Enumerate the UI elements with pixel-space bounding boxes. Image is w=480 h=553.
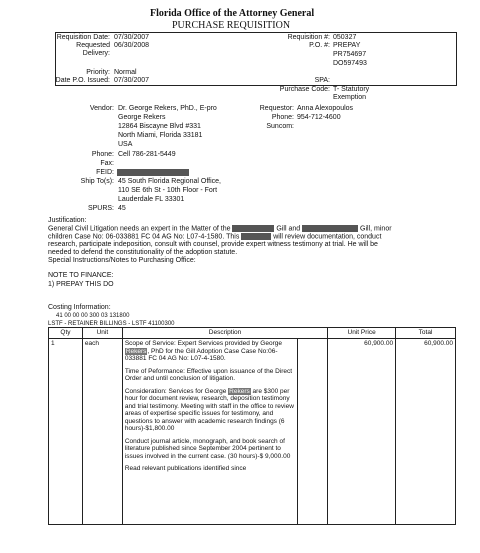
desc-scope-a: Scope of Service: Expert Services provided by George xyxy=(124,340,282,347)
costing-codes: 41 00 00 00 300 03 131800 xyxy=(56,313,130,319)
justification-line-1c: Gill, minor xyxy=(360,225,392,233)
row-spacer xyxy=(298,339,328,525)
ship-to-line-1: 110 SE 6th St - 10th Floor - Fort xyxy=(118,187,218,194)
vendor-label: Vendor: xyxy=(89,105,114,112)
spa-label: SPA: xyxy=(314,77,330,84)
costing-label: Costing Information: xyxy=(48,304,111,311)
po-issued-label: Date P.O. Issued: xyxy=(55,77,110,84)
vendor-line-2: 12864 Biscayne Blvd #331 xyxy=(118,123,201,130)
ref2: DO597493 xyxy=(333,60,367,67)
row-unit-price: 60,900.00 xyxy=(328,339,396,525)
requisition-date-value: 07/30/2007 xyxy=(114,34,150,41)
vendor-fax-label: Fax: xyxy=(100,160,114,167)
requested-label: Requested xyxy=(76,42,110,49)
po-issued-value: 07/30/2007 xyxy=(114,77,150,84)
justification-line-2a: children Case No: 06-033881 FC 04 AG No: L07-4-1580. This xyxy=(48,233,240,241)
purchase-code-value: T- Statutory xyxy=(333,86,370,93)
spurs-value: 45 xyxy=(118,205,126,212)
priority-label: Priority: xyxy=(86,69,110,76)
name-redaction-3 xyxy=(241,233,271,240)
name-redaction-2 xyxy=(302,225,358,232)
vendor-line-4: USA xyxy=(118,141,133,148)
desc-scope xyxy=(125,340,296,363)
suncom-label: Suncom: xyxy=(266,123,294,130)
desc-conduct: Conduct journal article, monograph, and book search of literature published since September 2004 pertinent to issues involved in the current case. (30 hours)-$ 9,000.00 xyxy=(124,437,291,460)
requestor-phone-label: Phone: xyxy=(271,114,294,121)
desc-read: Read relevant publications identified since xyxy=(124,465,247,472)
vendor-phone: Cell 786-281-5449 xyxy=(118,151,176,158)
requisition-no-value: 050327 xyxy=(333,34,357,41)
purchase-code-value2: Exemption xyxy=(333,94,367,101)
vendor-phone-label: Phone: xyxy=(91,151,114,158)
justification-line-2b: will review documentation, conduct xyxy=(273,233,382,241)
desc-consideration xyxy=(125,388,296,433)
table-header-row xyxy=(49,328,456,339)
ship-to-line-0: 45 South Florida Regional Office, xyxy=(118,178,221,185)
requestor-label: Requestor: xyxy=(259,105,294,112)
name-redaction-1 xyxy=(232,225,274,232)
row-unit: each xyxy=(82,339,122,525)
justification-line-4: needed to defend the constitutionality of the adoption statute. xyxy=(48,249,238,256)
requestor-value: Anna Alexopoulos xyxy=(297,105,354,112)
po-no-value: PREPAY xyxy=(333,42,361,49)
note-label: NOTE TO FINANCE: xyxy=(48,272,114,279)
note-text: 1) PREPAY THIS DO xyxy=(48,281,114,288)
vendor-line-1: George Rekers xyxy=(118,114,166,121)
requisition-no-label: Requisition #: xyxy=(287,34,330,41)
items-table xyxy=(48,327,456,525)
vendor-feid-label: FEID: xyxy=(96,169,114,176)
col-description: Description xyxy=(122,328,327,339)
requestor-phone: 954-712-4600 xyxy=(297,114,341,121)
desc-scope-name: Rekers xyxy=(125,347,147,355)
po-no-label: P.O. #: xyxy=(309,42,330,49)
desc-scope-b: , PhD for the Gill Adoption Case Case No:06-033881 FC 04 AG No: L07-4-1580. xyxy=(124,347,278,362)
delivery-label: Delivery: xyxy=(82,50,110,57)
requisition-date-label: Requisition Date: xyxy=(56,34,110,41)
vendor-line-3: North Miami, Florida 33181 xyxy=(118,132,203,139)
requested-value: 06/30/2008 xyxy=(114,42,150,49)
row-total: 60,900.00 xyxy=(396,339,456,525)
priority-value: Normal xyxy=(114,69,137,76)
feid-redaction xyxy=(117,169,189,176)
col-qty: Qty xyxy=(49,328,83,339)
desc-consider-b: are $300 per hour for document review, research, deposition testimony and trial testimony. Meeting with staff in the office to review areas of expertise specific issues for testimony, and questions to answer with academic research findings (6 hours)-$1,800.00 xyxy=(124,387,294,432)
vendor-line-0: Dr. George Rekers, PhD., E-pro xyxy=(118,105,217,112)
costing-lstf: LSTF - RETAINER BILLINGS - LSTF 41100300 xyxy=(48,321,175,327)
ship-to-line-2: Lauderdale FL 33301 xyxy=(118,196,185,203)
col-unit-price: Unit Price xyxy=(328,328,396,339)
table-row xyxy=(49,339,456,525)
spurs-label: SPURS: xyxy=(87,205,114,212)
justification-line-1a: General Civil Litigation needs an expert in the Matter of the xyxy=(48,225,231,233)
col-unit: Unit xyxy=(82,328,122,339)
purchase-code-label: Purchase Code: xyxy=(279,86,330,93)
ship-to-label: Ship To(s): xyxy=(80,178,114,185)
ref1: PR754697 xyxy=(333,51,367,58)
row-description xyxy=(122,339,298,525)
form-title: PURCHASE REQUISITION xyxy=(172,20,291,31)
special-instructions: Special Instructions/Notes to Purchasing Office: xyxy=(48,257,196,264)
agency-title: Florida Office of the Attorney General xyxy=(150,8,315,19)
desc-consider-name: Rekers xyxy=(229,387,250,395)
justification-label: Justification: xyxy=(48,217,87,224)
desc-consider-a: Consideration: Services for George xyxy=(124,387,229,395)
justification-line-3: research, participate indeposition, consult with counsel, provide expert witness testimony at trial. He will be xyxy=(48,241,378,248)
desc-time: Time of Peformance: Effective upon issuance of the Direct Order and until conclusion of litigation. xyxy=(124,367,293,382)
row-qty: 1 xyxy=(49,339,83,525)
col-total: Total xyxy=(396,328,456,339)
justification-line-1b: Gill and xyxy=(276,225,301,233)
